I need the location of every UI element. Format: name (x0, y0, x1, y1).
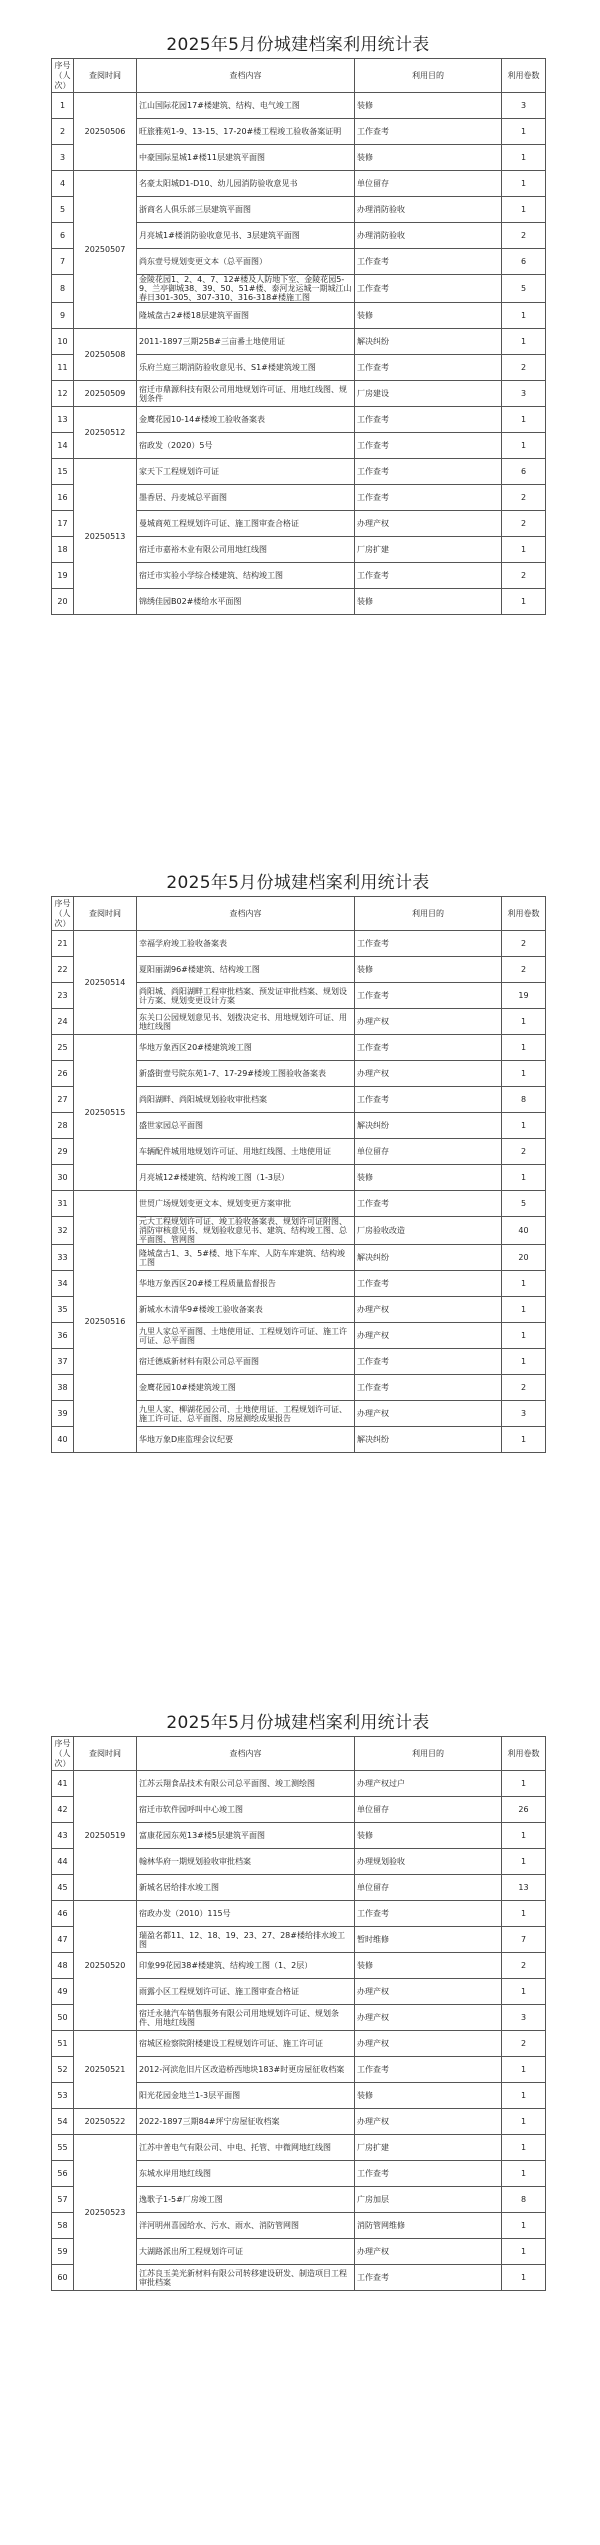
count-cell: 1 (502, 171, 546, 197)
row-index-cell: 5 (52, 197, 74, 223)
content-cell: 世贸广场规划变更文本、规划变更方案审批 (137, 1191, 355, 1217)
purpose-cell: 解决纠纷 (355, 329, 502, 355)
row-index-cell: 46 (52, 1901, 74, 1927)
count-cell: 1 (502, 1349, 546, 1375)
count-cell: 1 (502, 407, 546, 433)
purpose-cell: 解决纠纷 (355, 1245, 502, 1271)
row-index-cell: 37 (52, 1349, 74, 1375)
content-cell: 江苏云翔食品技术有限公司总平面图、竣工测绘图 (137, 1771, 355, 1797)
purpose-cell: 工作查考 (355, 275, 502, 303)
stats-sheet-2 (51, 870, 545, 1453)
purpose-cell: 工作查考 (355, 1271, 502, 1297)
row-index-cell: 53 (52, 2083, 74, 2109)
table-row (52, 1191, 546, 1217)
table-row (52, 459, 546, 485)
count-cell: 2 (502, 563, 546, 589)
purpose-cell: 装修 (355, 1165, 502, 1191)
row-index-cell: 36 (52, 1323, 74, 1349)
content-cell: 名豪太阳城D1-D10、幼儿园消防验收意见书 (137, 171, 355, 197)
content-cell: 九里人家、柳湖花园公司、土地使用证、工程规划许可证、施工许可证、总平面图、房屋测绘成果报告 (137, 1401, 355, 1427)
purpose-cell: 解决纠纷 (355, 1113, 502, 1139)
table-row (52, 1901, 546, 1927)
count-cell: 1 (502, 1979, 546, 2005)
purpose-cell: 工作查考 (355, 1901, 502, 1927)
content-cell: 2012-河滨危旧片区改造桥西地块183#时更房屋征收档案 (137, 2057, 355, 2083)
content-cell: 锦绣佳园B02#楼给水平面图 (137, 589, 355, 615)
row-index-cell: 19 (52, 563, 74, 589)
count-cell: 1 (502, 2057, 546, 2083)
row-index-cell: 44 (52, 1849, 74, 1875)
count-cell: 1 (502, 2109, 546, 2135)
content-cell: 尚东壹号规划变更文本（总平面图） (137, 249, 355, 275)
date-cell: 20250512 (74, 407, 137, 459)
purpose-cell: 办理产权 (355, 1061, 502, 1087)
row-index-cell: 45 (52, 1875, 74, 1901)
purpose-cell: 装修 (355, 1823, 502, 1849)
content-cell: 东城水岸用地红线图 (137, 2161, 355, 2187)
row-index-cell: 4 (52, 171, 74, 197)
date-cell: 20250523 (74, 2135, 137, 2291)
row-index-cell: 52 (52, 2057, 74, 2083)
content-cell: 浙商名人俱乐部三层建筑平面图 (137, 197, 355, 223)
purpose-cell: 办理规划验收 (355, 1849, 502, 1875)
count-cell: 1 (502, 1771, 546, 1797)
count-cell: 1 (502, 329, 546, 355)
count-cell: 1 (502, 2213, 546, 2239)
stats-sheet-1 (51, 32, 545, 615)
header-index: 序号（人次） (52, 897, 74, 931)
purpose-cell: 厂房建设 (355, 381, 502, 407)
purpose-cell: 办理产权 (355, 1323, 502, 1349)
row-index-cell: 26 (52, 1061, 74, 1087)
table-row (52, 931, 546, 957)
sheet-title: 2025年5月份城建档案利用统计表 (166, 1713, 430, 1733)
purpose-cell: 装修 (355, 1953, 502, 1979)
content-cell: 乐府兰庭三期消防验收意见书、S1#楼建筑竣工图 (137, 355, 355, 381)
date-cell: 20250522 (74, 2109, 137, 2135)
purpose-cell: 单位留存 (355, 1797, 502, 1823)
content-cell: 元大工程规划许可证、竣工验收备案表、规划许可证附图、消防审核意见书、规划验收意见书、建筑、结构竣工图、总平面图、管网图 (137, 1217, 355, 1245)
table-row (52, 93, 546, 119)
purpose-cell: 工作查考 (355, 1349, 502, 1375)
row-index-cell: 50 (52, 2005, 74, 2031)
row-index-cell: 12 (52, 381, 74, 407)
count-cell: 1 (502, 1113, 546, 1139)
table-row (52, 381, 546, 407)
row-index-cell: 2 (52, 119, 74, 145)
content-cell: 金鹰花园10#楼建筑竣工图 (137, 1375, 355, 1401)
content-cell: 宿迁德威新材料有限公司总平面图 (137, 1349, 355, 1375)
content-cell: 旺旅雅苑1-9、13-15、17-20#楼工程竣工验收备案证明 (137, 119, 355, 145)
row-index-cell: 41 (52, 1771, 74, 1797)
purpose-cell: 工作查考 (355, 1191, 502, 1217)
header-index: 序号（人次） (52, 1737, 74, 1771)
row-index-cell: 10 (52, 329, 74, 355)
content-cell: 阳光花园金地兰1-3层平面图 (137, 2083, 355, 2109)
content-cell: 华地万象西区20#楼建筑竣工图 (137, 1035, 355, 1061)
content-cell: 九里人家总平面图、土地使用证、工程规划许可证、施工许可证、总平面图 (137, 1323, 355, 1349)
purpose-cell: 办理产权 (355, 2005, 502, 2031)
count-cell: 13 (502, 1875, 546, 1901)
row-index-cell: 33 (52, 1245, 74, 1271)
count-cell: 1 (502, 537, 546, 563)
count-cell: 1 (502, 1271, 546, 1297)
count-cell: 1 (502, 145, 546, 171)
count-cell: 5 (502, 275, 546, 303)
content-cell: 车辆配件城用地规划许可证、用地红线图、土地使用证 (137, 1139, 355, 1165)
content-cell: 翰林华府一期规划验收审批档案 (137, 1849, 355, 1875)
content-cell: 墨香居、丹麦城总平面图 (137, 485, 355, 511)
purpose-cell: 装修 (355, 957, 502, 983)
purpose-cell: 办理消防验收 (355, 197, 502, 223)
count-cell: 6 (502, 249, 546, 275)
purpose-cell: 单位留存 (355, 171, 502, 197)
content-cell: 中豪国际星城1#楼11层建筑平面图 (137, 145, 355, 171)
purpose-cell: 消防管网维修 (355, 2213, 502, 2239)
content-cell: 隆城盘古1、3、5#楼、地下车库、人防车库建筑、结构竣工图 (137, 1245, 355, 1271)
count-cell: 1 (502, 1901, 546, 1927)
row-index-cell: 20 (52, 589, 74, 615)
purpose-cell: 办理产权 (355, 1979, 502, 2005)
content-cell: 金陵花园1、2、4、7、12#楼及人防地下室、金陵花园5-9、兰亭御城38、39、50、51#楼、泰河龙运城一期城江山春日301-305、307-310、316-318#楼施工图 (137, 275, 355, 303)
row-index-cell: 7 (52, 249, 74, 275)
header-content: 查档内容 (137, 897, 355, 931)
row-index-cell: 32 (52, 1217, 74, 1245)
count-cell: 2 (502, 931, 546, 957)
row-index-cell: 31 (52, 1191, 74, 1217)
count-cell: 1 (502, 2083, 546, 2109)
row-index-cell: 17 (52, 511, 74, 537)
content-cell: 月亮城12#楼建筑、结构竣工图（1-3层） (137, 1165, 355, 1191)
date-cell: 20250519 (74, 1771, 137, 1901)
purpose-cell: 暂时维修 (355, 1927, 502, 1953)
row-index-cell: 11 (52, 355, 74, 381)
table-row (52, 407, 546, 433)
count-cell: 2 (502, 1139, 546, 1165)
purpose-cell: 单位留存 (355, 1139, 502, 1165)
header-count: 利用卷数 (502, 897, 546, 931)
count-cell: 1 (502, 119, 546, 145)
count-cell: 6 (502, 459, 546, 485)
content-cell: 宿政发（2020）5号 (137, 433, 355, 459)
purpose-cell: 工作查考 (355, 563, 502, 589)
row-index-cell: 34 (52, 1271, 74, 1297)
content-cell: 华地万象西区20#楼工程质量监督报告 (137, 1271, 355, 1297)
purpose-cell: 工作查考 (355, 983, 502, 1009)
row-index-cell: 18 (52, 537, 74, 563)
content-cell: 江山国际花园17#楼建筑、结构、电气竣工图 (137, 93, 355, 119)
header-count: 利用卷数 (502, 59, 546, 93)
count-cell: 1 (502, 2135, 546, 2161)
count-cell: 2 (502, 1953, 546, 1979)
row-index-cell: 42 (52, 1797, 74, 1823)
date-cell: 20250513 (74, 459, 137, 615)
purpose-cell: 工作查考 (355, 459, 502, 485)
date-cell: 20250506 (74, 93, 137, 171)
archive-usage-table (51, 1736, 546, 2291)
row-index-cell: 29 (52, 1139, 74, 1165)
row-index-cell: 48 (52, 1953, 74, 1979)
purpose-cell: 厂房扩建 (355, 2135, 502, 2161)
count-cell: 2 (502, 223, 546, 249)
header-date: 查阅时间 (74, 59, 137, 93)
row-index-cell: 54 (52, 2109, 74, 2135)
purpose-cell: 工作查考 (355, 2265, 502, 2291)
purpose-cell: 办理产权 (355, 2031, 502, 2057)
table-row (52, 2135, 546, 2161)
content-cell: 尚阳湖畔、尚阳城规划验收审批档案 (137, 1087, 355, 1113)
content-cell: 江苏良玉美光新材料有限公司转移建设研发、制造项目工程审批档案 (137, 2265, 355, 2291)
count-cell: 1 (502, 303, 546, 329)
row-index-cell: 58 (52, 2213, 74, 2239)
count-cell: 5 (502, 1191, 546, 1217)
header-purpose: 利用目的 (355, 59, 502, 93)
count-cell: 1 (502, 1849, 546, 1875)
content-cell: 幸福学府竣工验收备案表 (137, 931, 355, 957)
header-row (52, 897, 546, 931)
row-index-cell: 3 (52, 145, 74, 171)
content-cell: 盛世家园总平面图 (137, 1113, 355, 1139)
content-cell: 宿迁市鼎源科技有限公司用地规划许可证、用地红线图、规划条件 (137, 381, 355, 407)
row-index-cell: 22 (52, 957, 74, 983)
count-cell: 20 (502, 1245, 546, 1271)
sheet-title: 2025年5月份城建档案利用统计表 (166, 873, 430, 893)
count-cell: 40 (502, 1217, 546, 1245)
date-cell: 20250515 (74, 1035, 137, 1191)
purpose-cell: 工作查考 (355, 931, 502, 957)
purpose-cell: 装修 (355, 93, 502, 119)
count-cell: 3 (502, 1401, 546, 1427)
row-index-cell: 35 (52, 1297, 74, 1323)
row-index-cell: 55 (52, 2135, 74, 2161)
date-cell: 20250508 (74, 329, 137, 381)
count-cell: 2 (502, 2031, 546, 2057)
purpose-cell: 工作查考 (355, 1087, 502, 1113)
purpose-cell: 装修 (355, 145, 502, 171)
count-cell: 2 (502, 511, 546, 537)
row-index-cell: 38 (52, 1375, 74, 1401)
row-index-cell: 21 (52, 931, 74, 957)
purpose-cell: 办理产权 (355, 2109, 502, 2135)
row-index-cell: 28 (52, 1113, 74, 1139)
row-index-cell: 43 (52, 1823, 74, 1849)
content-cell: 新城名居给排水竣工图 (137, 1875, 355, 1901)
count-cell: 1 (502, 1323, 546, 1349)
count-cell: 2 (502, 485, 546, 511)
count-cell: 1 (502, 1009, 546, 1035)
count-cell: 1 (502, 1035, 546, 1061)
count-cell: 1 (502, 2239, 546, 2265)
row-index-cell: 23 (52, 983, 74, 1009)
content-cell: 宿迁市嘉裕木业有限公司用地红线图 (137, 537, 355, 563)
archive-usage-table (51, 896, 546, 1453)
purpose-cell: 单位留存 (355, 1875, 502, 1901)
content-cell: 印象99花园38#楼建筑、结构竣工图（1、2层） (137, 1953, 355, 1979)
purpose-cell: 装修 (355, 303, 502, 329)
row-index-cell: 25 (52, 1035, 74, 1061)
row-index-cell: 13 (52, 407, 74, 433)
count-cell: 1 (502, 1297, 546, 1323)
header-row (52, 1737, 546, 1771)
purpose-cell: 办理产权 (355, 511, 502, 537)
date-cell: 20250520 (74, 1901, 137, 2031)
sheet-title: 2025年5月份城建档案利用统计表 (166, 35, 430, 55)
content-cell: 新盛街壹号院东苑1-7、17-29#楼竣工图验收备案表 (137, 1061, 355, 1087)
purpose-cell: 工作查考 (355, 355, 502, 381)
content-cell: 隆城盘古2#楼18层建筑平面图 (137, 303, 355, 329)
count-cell: 19 (502, 983, 546, 1009)
count-cell: 3 (502, 93, 546, 119)
content-cell: 月亮城1#楼消防验收意见书、3层建筑平面图 (137, 223, 355, 249)
header-date: 查阅时间 (74, 897, 137, 931)
stats-sheet-3 (51, 1710, 545, 2291)
row-index-cell: 1 (52, 93, 74, 119)
count-cell: 26 (502, 1797, 546, 1823)
row-index-cell: 60 (52, 2265, 74, 2291)
row-index-cell: 8 (52, 275, 74, 303)
purpose-cell: 工作查考 (355, 433, 502, 459)
content-cell: 大湖路派出所工程规划许可证 (137, 2239, 355, 2265)
row-index-cell: 51 (52, 2031, 74, 2057)
header-purpose: 利用目的 (355, 1737, 502, 1771)
row-index-cell: 14 (52, 433, 74, 459)
content-cell: 雨露小区工程规划许可证、施工图审查合格证 (137, 1979, 355, 2005)
content-cell: 东关口公园规划意见书、划拨决定书、用地规划许可证、用地红线图 (137, 1009, 355, 1035)
row-index-cell: 27 (52, 1087, 74, 1113)
content-cell: 洋河明州喜园给水、污水、雨水、消防管网图 (137, 2213, 355, 2239)
purpose-cell: 解决纠纷 (355, 1427, 502, 1453)
date-cell: 20250509 (74, 381, 137, 407)
count-cell: 3 (502, 2005, 546, 2031)
row-index-cell: 30 (52, 1165, 74, 1191)
header-count: 利用卷数 (502, 1737, 546, 1771)
date-cell: 20250507 (74, 171, 137, 329)
purpose-cell: 工作查考 (355, 407, 502, 433)
content-cell: 瑞盈名都11、12、18、19、23、27、28#楼给排水竣工图 (137, 1927, 355, 1953)
purpose-cell: 厂房扩建 (355, 537, 502, 563)
count-cell: 1 (502, 197, 546, 223)
content-cell: 宿迁市软件园呼叫中心竣工图 (137, 1797, 355, 1823)
content-cell: 家天下工程规划许可证 (137, 459, 355, 485)
purpose-cell: 装修 (355, 2083, 502, 2109)
row-index-cell: 9 (52, 303, 74, 329)
header-date: 查阅时间 (74, 1737, 137, 1771)
count-cell: 7 (502, 1927, 546, 1953)
row-index-cell: 24 (52, 1009, 74, 1035)
header-content: 查档内容 (137, 1737, 355, 1771)
content-cell: 逸歌子1-5#厂房竣工图 (137, 2187, 355, 2213)
purpose-cell: 工作查考 (355, 1035, 502, 1061)
row-index-cell: 47 (52, 1927, 74, 1953)
content-cell: 富康花园东苑13#楼5层建筑平面图 (137, 1823, 355, 1849)
purpose-cell: 办理消防验收 (355, 223, 502, 249)
table-row (52, 2109, 546, 2135)
table-row (52, 171, 546, 197)
date-cell: 20250521 (74, 2031, 137, 2109)
content-cell: 宿迁永驰汽车销售服务有限公司用地规划许可证、规划条件、用地红线图 (137, 2005, 355, 2031)
table-row (52, 1035, 546, 1061)
content-cell: 曼城商苑工程规划许可证、施工图审查合格证 (137, 511, 355, 537)
purpose-cell: 工作查考 (355, 2161, 502, 2187)
content-cell: 2022-1897三期84#坪宁房屋征收档案 (137, 2109, 355, 2135)
row-index-cell: 59 (52, 2239, 74, 2265)
table-row (52, 1771, 546, 1797)
row-index-cell: 40 (52, 1427, 74, 1453)
purpose-cell: 工作查考 (355, 249, 502, 275)
count-cell: 1 (502, 589, 546, 615)
count-cell: 1 (502, 1427, 546, 1453)
count-cell: 8 (502, 2187, 546, 2213)
count-cell: 2 (502, 957, 546, 983)
purpose-cell: 广房加层 (355, 2187, 502, 2213)
row-index-cell: 15 (52, 459, 74, 485)
count-cell: 2 (502, 1375, 546, 1401)
content-cell: 夏阳丽湖96#楼建筑、结构竣工图 (137, 957, 355, 983)
table-row (52, 2031, 546, 2057)
header-row (52, 59, 546, 93)
count-cell: 1 (502, 1823, 546, 1849)
content-cell: 尚阳城、尚阳湖畔工程审批档案、预发证审批档案、规划设计方案、规划变更设计方案 (137, 983, 355, 1009)
date-cell: 20250514 (74, 931, 137, 1035)
count-cell: 1 (502, 1165, 546, 1191)
table-row (52, 329, 546, 355)
row-index-cell: 39 (52, 1401, 74, 1427)
purpose-cell: 办理产权过户 (355, 1771, 502, 1797)
count-cell: 2 (502, 355, 546, 381)
date-cell: 20250516 (74, 1191, 137, 1453)
purpose-cell: 办理产权 (355, 2239, 502, 2265)
row-index-cell: 6 (52, 223, 74, 249)
content-cell: 宿政办发（2010）115号 (137, 1901, 355, 1927)
purpose-cell: 工作查考 (355, 485, 502, 511)
row-index-cell: 56 (52, 2161, 74, 2187)
content-cell: 宿城区检察院附楼建设工程规划许可证、施工许可证 (137, 2031, 355, 2057)
purpose-cell: 办理产权 (355, 1009, 502, 1035)
purpose-cell: 装修 (355, 589, 502, 615)
purpose-cell: 办理产权 (355, 1401, 502, 1427)
content-cell: 新城水木清华9#楼竣工验收备案表 (137, 1297, 355, 1323)
content-cell: 宿迁市实验小学综合楼建筑、结构竣工图 (137, 563, 355, 589)
content-cell: 2011-1897三期25B#三亩番土地使用证 (137, 329, 355, 355)
purpose-cell: 厂房验收改造 (355, 1217, 502, 1245)
header-purpose: 利用目的 (355, 897, 502, 931)
count-cell: 1 (502, 2265, 546, 2291)
count-cell: 1 (502, 433, 546, 459)
count-cell: 3 (502, 381, 546, 407)
count-cell: 1 (502, 1061, 546, 1087)
purpose-cell: 工作查考 (355, 119, 502, 145)
row-index-cell: 57 (52, 2187, 74, 2213)
row-index-cell: 49 (52, 1979, 74, 2005)
header-index: 序号（人次） (52, 59, 74, 93)
count-cell: 1 (502, 2161, 546, 2187)
purpose-cell: 办理产权 (355, 1297, 502, 1323)
purpose-cell: 工作查考 (355, 1375, 502, 1401)
archive-usage-table (51, 58, 546, 615)
header-content: 查档内容 (137, 59, 355, 93)
content-cell: 华地万象D座监理会议纪要 (137, 1427, 355, 1453)
content-cell: 江苏中普电气有限公司、中电、托管、中微网地红线图 (137, 2135, 355, 2161)
content-cell: 金鹰花园10-14#楼竣工验收备案表 (137, 407, 355, 433)
purpose-cell: 工作查考 (355, 2057, 502, 2083)
count-cell: 8 (502, 1087, 546, 1113)
row-index-cell: 16 (52, 485, 74, 511)
